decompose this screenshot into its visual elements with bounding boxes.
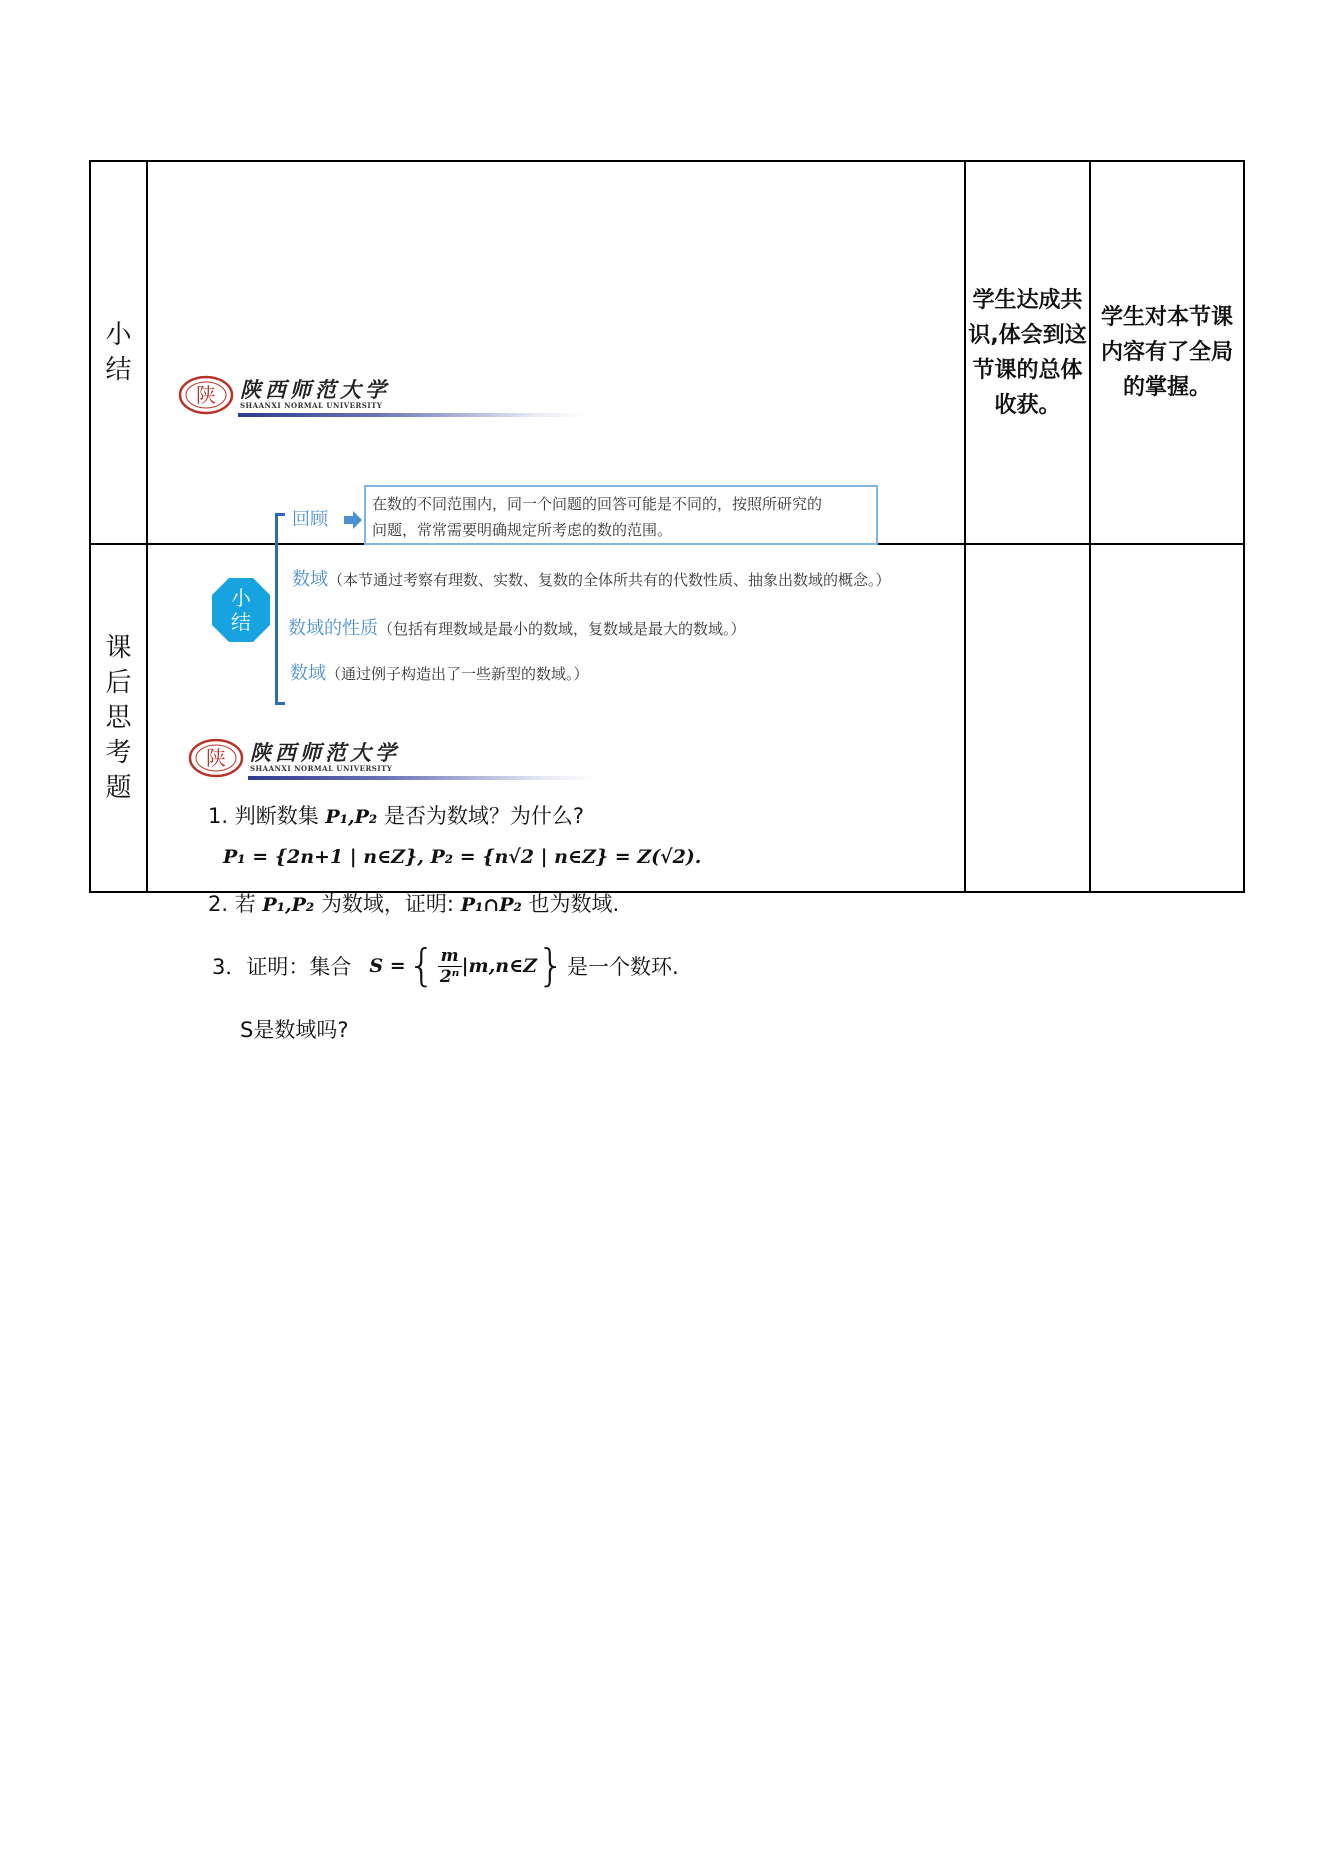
item-keyword: 数域的性质 bbox=[288, 617, 378, 639]
item-keyword: 数域 bbox=[290, 662, 326, 684]
logo-underline bbox=[238, 413, 588, 417]
question-1: 1. 判断数集 P₁,P₂ 是否为数域？为什么? bbox=[208, 804, 585, 828]
item-note: （通过例子构造出了一些新型的数域。） bbox=[326, 664, 589, 683]
review-text-line2: 问题，常常需要明确规定所考虑的数的范围。 bbox=[372, 520, 673, 539]
review-box bbox=[364, 485, 878, 545]
question-1-formula: P₁ = {2n+1 | n∈Z}, P₂ = {n√2 | n∈Z} = Z(√2). bbox=[223, 846, 702, 868]
student-activity-homework bbox=[965, 544, 1090, 892]
university-seal-icon bbox=[188, 738, 244, 778]
university-seal-icon bbox=[178, 375, 234, 415]
summary-item-number-field bbox=[292, 565, 891, 591]
item-keyword: 数域 bbox=[292, 568, 328, 590]
university-name-cn: 陕西师范大学 bbox=[240, 376, 390, 402]
summary-label: 小 结 bbox=[90, 161, 147, 544]
summary-badge-label: 小 结 bbox=[231, 585, 251, 634]
university-name-cn: 陕西师范大学 bbox=[250, 740, 400, 765]
summary-badge-icon bbox=[211, 577, 271, 643]
university-logo bbox=[188, 738, 400, 778]
q3-fraction: m 2ⁿ bbox=[438, 946, 462, 987]
homework-label: 课 后 思 考 题 bbox=[90, 544, 147, 892]
design-intent-homework bbox=[1090, 544, 1244, 892]
right-arrow-icon bbox=[344, 511, 362, 529]
university-logo bbox=[178, 375, 390, 415]
summary-bracket bbox=[275, 513, 285, 705]
student-activity-summary: 学生达成共识,体会到这节课的总体收获。 bbox=[965, 161, 1090, 544]
university-name-en: SHAANXI NORMAL UNIVERSITY bbox=[250, 764, 393, 773]
item-note: （包括有理数域是最小的数域，复数域是最大的数域。） bbox=[378, 619, 746, 638]
item-note: （本节通过考察有理数、实数、复数的全体所共有的代数性质、抽象出数域的概念。） bbox=[328, 570, 891, 589]
design-intent-summary: 学生对本节课内容有了全局的掌握。 bbox=[1090, 161, 1244, 544]
summary-row bbox=[90, 161, 1244, 544]
question-3-followup: S是数域吗? bbox=[240, 1018, 349, 1042]
summary-item-new-fields bbox=[290, 659, 589, 685]
question-2: 2. 若 P₁,P₂ 为数域，证明: P₁∩P₂ 也为数域. bbox=[208, 892, 620, 916]
review-keyword: 回顾 bbox=[292, 508, 328, 530]
question-3: 3．证明：集合 S = { m 2ⁿ |m,n∈Z } 是一个数环. bbox=[212, 940, 679, 991]
summary-slide-cell bbox=[147, 161, 965, 684]
summary-item-field-properties bbox=[288, 614, 746, 640]
review-text-line1: 在数的不同范围内，同一个问题的回答可能是不同的，按照所研究的 bbox=[372, 494, 823, 513]
lesson-table bbox=[89, 160, 1245, 1042]
svg-text:陕: 陕 bbox=[206, 746, 226, 770]
university-name-en: SHAANXI NORMAL UNIVERSITY bbox=[240, 400, 383, 410]
logo-underline bbox=[248, 776, 598, 780]
svg-text:陕: 陕 bbox=[196, 382, 216, 407]
review-item bbox=[292, 505, 328, 531]
